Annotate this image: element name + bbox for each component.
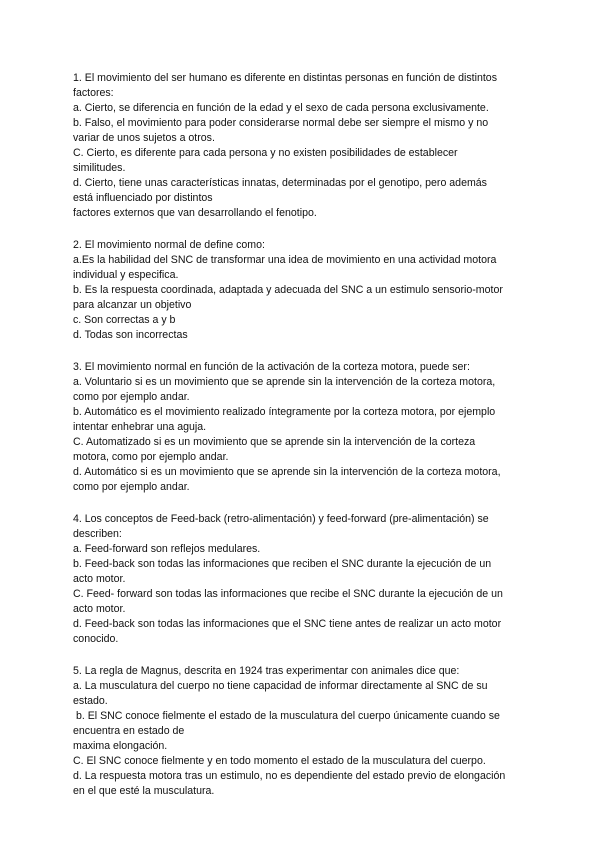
question-1-prompt: 1. El movimiento del ser humano es diferente en distintas personas en función de distintos [73, 72, 497, 84]
question-5 [73, 664, 543, 799]
question-3-option-c-cont: motora, como por ejemplo andar. [73, 451, 229, 463]
question-1 [73, 71, 543, 221]
question-4-option-b-cont: acto motor. [73, 573, 126, 585]
question-1-prompt-cont: factores: [73, 87, 114, 99]
question-2-option-a: a.Es la habilidad del SNC de transformar una idea de movimiento en una actividad motora [73, 254, 497, 266]
question-3 [73, 360, 543, 495]
question-4 [73, 512, 543, 647]
question-5-option-d: d. La respuesta motora tras un estimulo, no es dependiente del estado previo de elongación [73, 770, 506, 782]
question-3-option-d: d. Automático si es un movimiento que se aprende sin la intervención de la corteza motora, [73, 466, 501, 478]
question-4-option-d: d. Feed-back son todas las informaciones que el SNC tiene antes de realizar un acto motor [73, 618, 502, 630]
question-4-option-c: C. Feed- forward son todas las informaciones que recibe el SNC durante la ejecución de un [73, 588, 503, 600]
question-5-option-b-cont: encuentra en estado de [73, 725, 185, 737]
question-4-prompt: 4. Los conceptos de Feed-back (retro-alimentación) y feed-forward (pre-alimentación) se [73, 513, 489, 525]
document-page [73, 71, 543, 799]
question-5-option-d-cont: en el que esté la musculatura. [73, 785, 215, 797]
question-5-prompt: 5. La regla de Magnus, descrita en 1924 tras experimentar con animales dice que: [73, 665, 460, 677]
question-2-option-b-cont: para alcanzar un objetivo [73, 299, 192, 311]
question-5-option-b: b. El SNC conoce fielmente el estado de la musculatura del cuerpo únicamente cuando se [73, 710, 500, 722]
question-3-option-a: a. Voluntario si es un movimiento que se aprende sin la intervención de la corteza motora, [73, 376, 496, 388]
question-1-option-c-cont: similitudes. [73, 162, 126, 174]
question-1-option-d-cont: está influenciado por distintos [73, 192, 213, 204]
question-1-option-d-cont: factores externos que van desarrollando el fenotipo. [73, 207, 317, 219]
question-3-option-c: C. Automatizado si es un movimiento que se aprende sin la intervención de la corteza [73, 436, 476, 448]
question-4-option-a: a. Feed-forward son reflejos medulares. [73, 543, 261, 555]
question-3-option-a-cont: como por ejemplo andar. [73, 391, 190, 403]
question-1-option-d: d. Cierto, tiene unas características innatas, determinadas por el genotipo, pero además [73, 177, 487, 189]
question-1-option-b-cont: variar de unos sujetos a otros. [73, 132, 215, 144]
question-5-option-b-cont: maxima elongación. [73, 740, 168, 752]
question-5-option-a-cont: estado. [73, 695, 108, 707]
question-2-option-a-cont: individual y especifica. [73, 269, 179, 281]
question-4-option-c-cont: acto motor. [73, 603, 126, 615]
question-1-option-a: a. Cierto, se diferencia en función de la edad y el sexo de cada persona exclusivamente. [73, 102, 489, 114]
question-4-option-b: b. Feed-back son todas las informaciones que reciben el SNC durante la ejecución de un [73, 558, 492, 570]
question-2 [73, 238, 543, 343]
question-3-option-b: b. Automático es el movimiento realizado íntegramente por la corteza motora, por ejemplo [73, 406, 496, 418]
question-4-option-d-cont: conocido. [73, 633, 119, 645]
question-2-prompt: 2. El movimiento normal de define como: [73, 239, 265, 251]
question-4-prompt-cont: describen: [73, 528, 122, 540]
question-2-option-c: c. Son correctas a y b [73, 314, 176, 326]
question-1-option-c: C. Cierto, es diferente para cada persona y no existen posibilidades de establecer [73, 147, 458, 159]
question-5-option-a: a. La musculatura del cuerpo no tiene capacidad de informar directamente al SNC de su [73, 680, 488, 692]
question-3-option-b-cont: intentar enhebrar una aguja. [73, 421, 207, 433]
question-3-prompt: 3. El movimiento normal en función de la activación de la corteza motora, puede ser: [73, 361, 470, 373]
question-2-option-b: b. Es la respuesta coordinada, adaptada y adecuada del SNC a un estimulo sensorio-motor [73, 284, 503, 296]
question-3-option-d-cont: como por ejemplo andar. [73, 481, 190, 493]
question-1-option-b: b. Falso, el movimiento para poder considerarse normal debe ser siempre el mismo y no [73, 117, 489, 129]
question-2-option-d: d. Todas son incorrectas [73, 329, 188, 341]
question-5-option-c: C. El SNC conoce fielmente y en todo momento el estado de la musculatura del cuerpo. [73, 755, 486, 767]
